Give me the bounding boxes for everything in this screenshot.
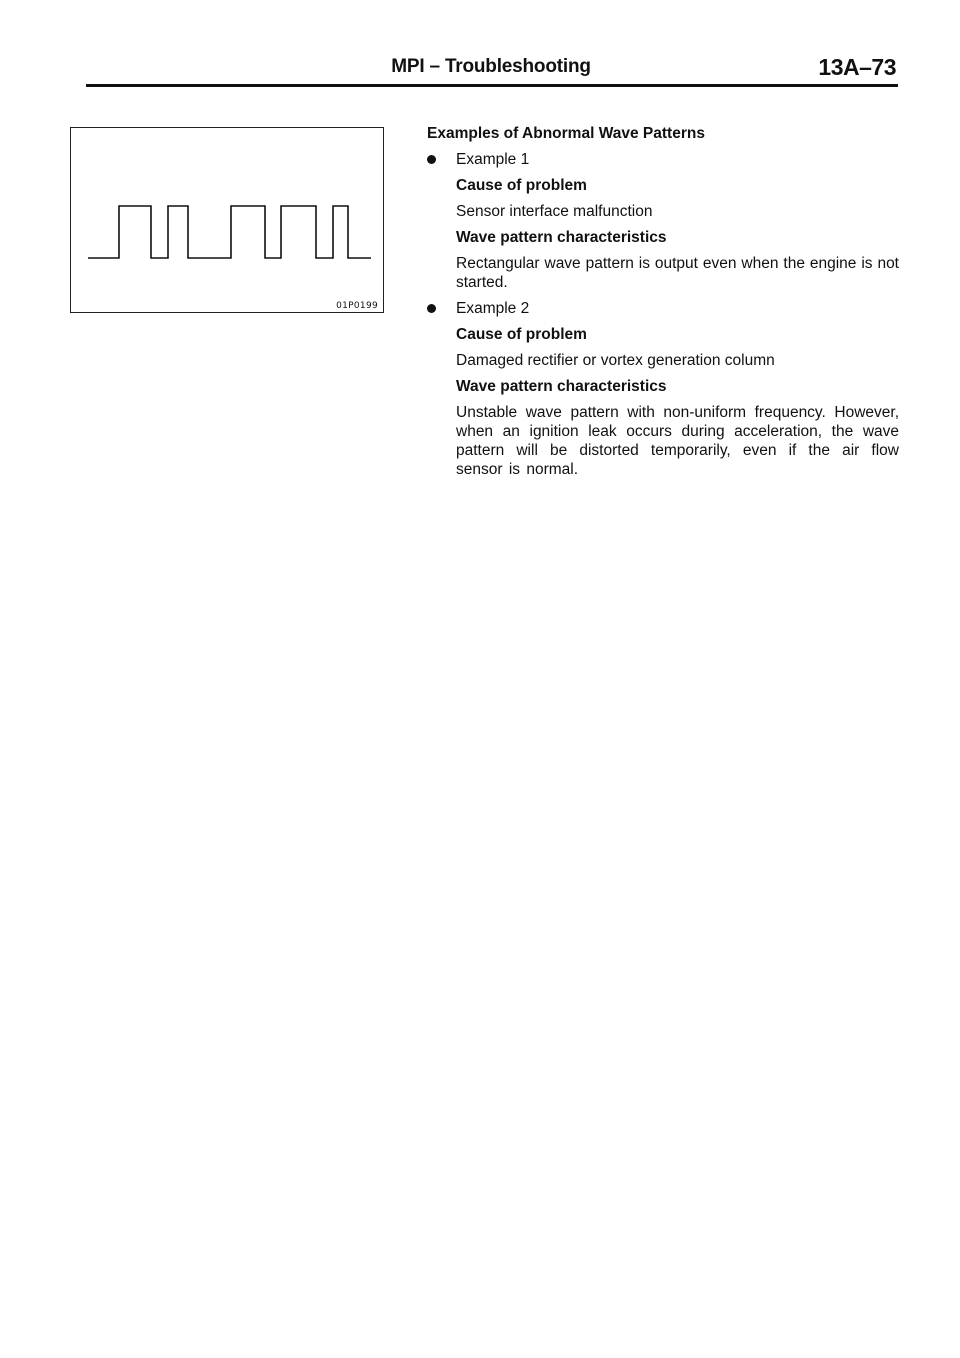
page-header <box>86 56 896 86</box>
bullet-icon <box>427 304 436 313</box>
page-number: 13A–73 <box>818 54 896 80</box>
cause-text: Sensor interface malfunction <box>456 203 653 220</box>
figure-code: 01P0199 <box>336 301 378 311</box>
characteristics-heading: Wave pattern characteristics <box>456 378 667 395</box>
rectangular-wave-icon <box>71 128 385 314</box>
cause-heading: Cause of problem <box>456 326 587 343</box>
cause-heading: Cause of problem <box>456 177 587 194</box>
wave-line <box>88 206 371 258</box>
example-2 <box>427 299 899 479</box>
example-1 <box>427 150 899 292</box>
header-rule <box>86 84 898 87</box>
example-label: Example 1 <box>456 151 530 168</box>
example-label: Example 2 <box>456 300 530 317</box>
bullet-icon <box>427 155 436 164</box>
characteristics-text: Rectangular wave pattern is output even when the engine is not started. <box>456 255 899 291</box>
wave-pattern-figure <box>70 127 384 313</box>
header-title: MPI – Troubleshooting <box>391 56 591 77</box>
section-title: Examples of Abnormal Wave Patterns <box>427 125 705 142</box>
cause-text: Damaged rectifier or vortex generation column <box>456 352 775 369</box>
characteristics-heading: Wave pattern characteristics <box>456 229 667 246</box>
main-content <box>427 124 899 486</box>
characteristics-text: Unstable wave pattern with non-uniform frequency. However, when an ignition leak occurs during acceleration, the wave pattern will be distorted temporarily, even if the air flow sensor is normal. <box>456 404 899 478</box>
